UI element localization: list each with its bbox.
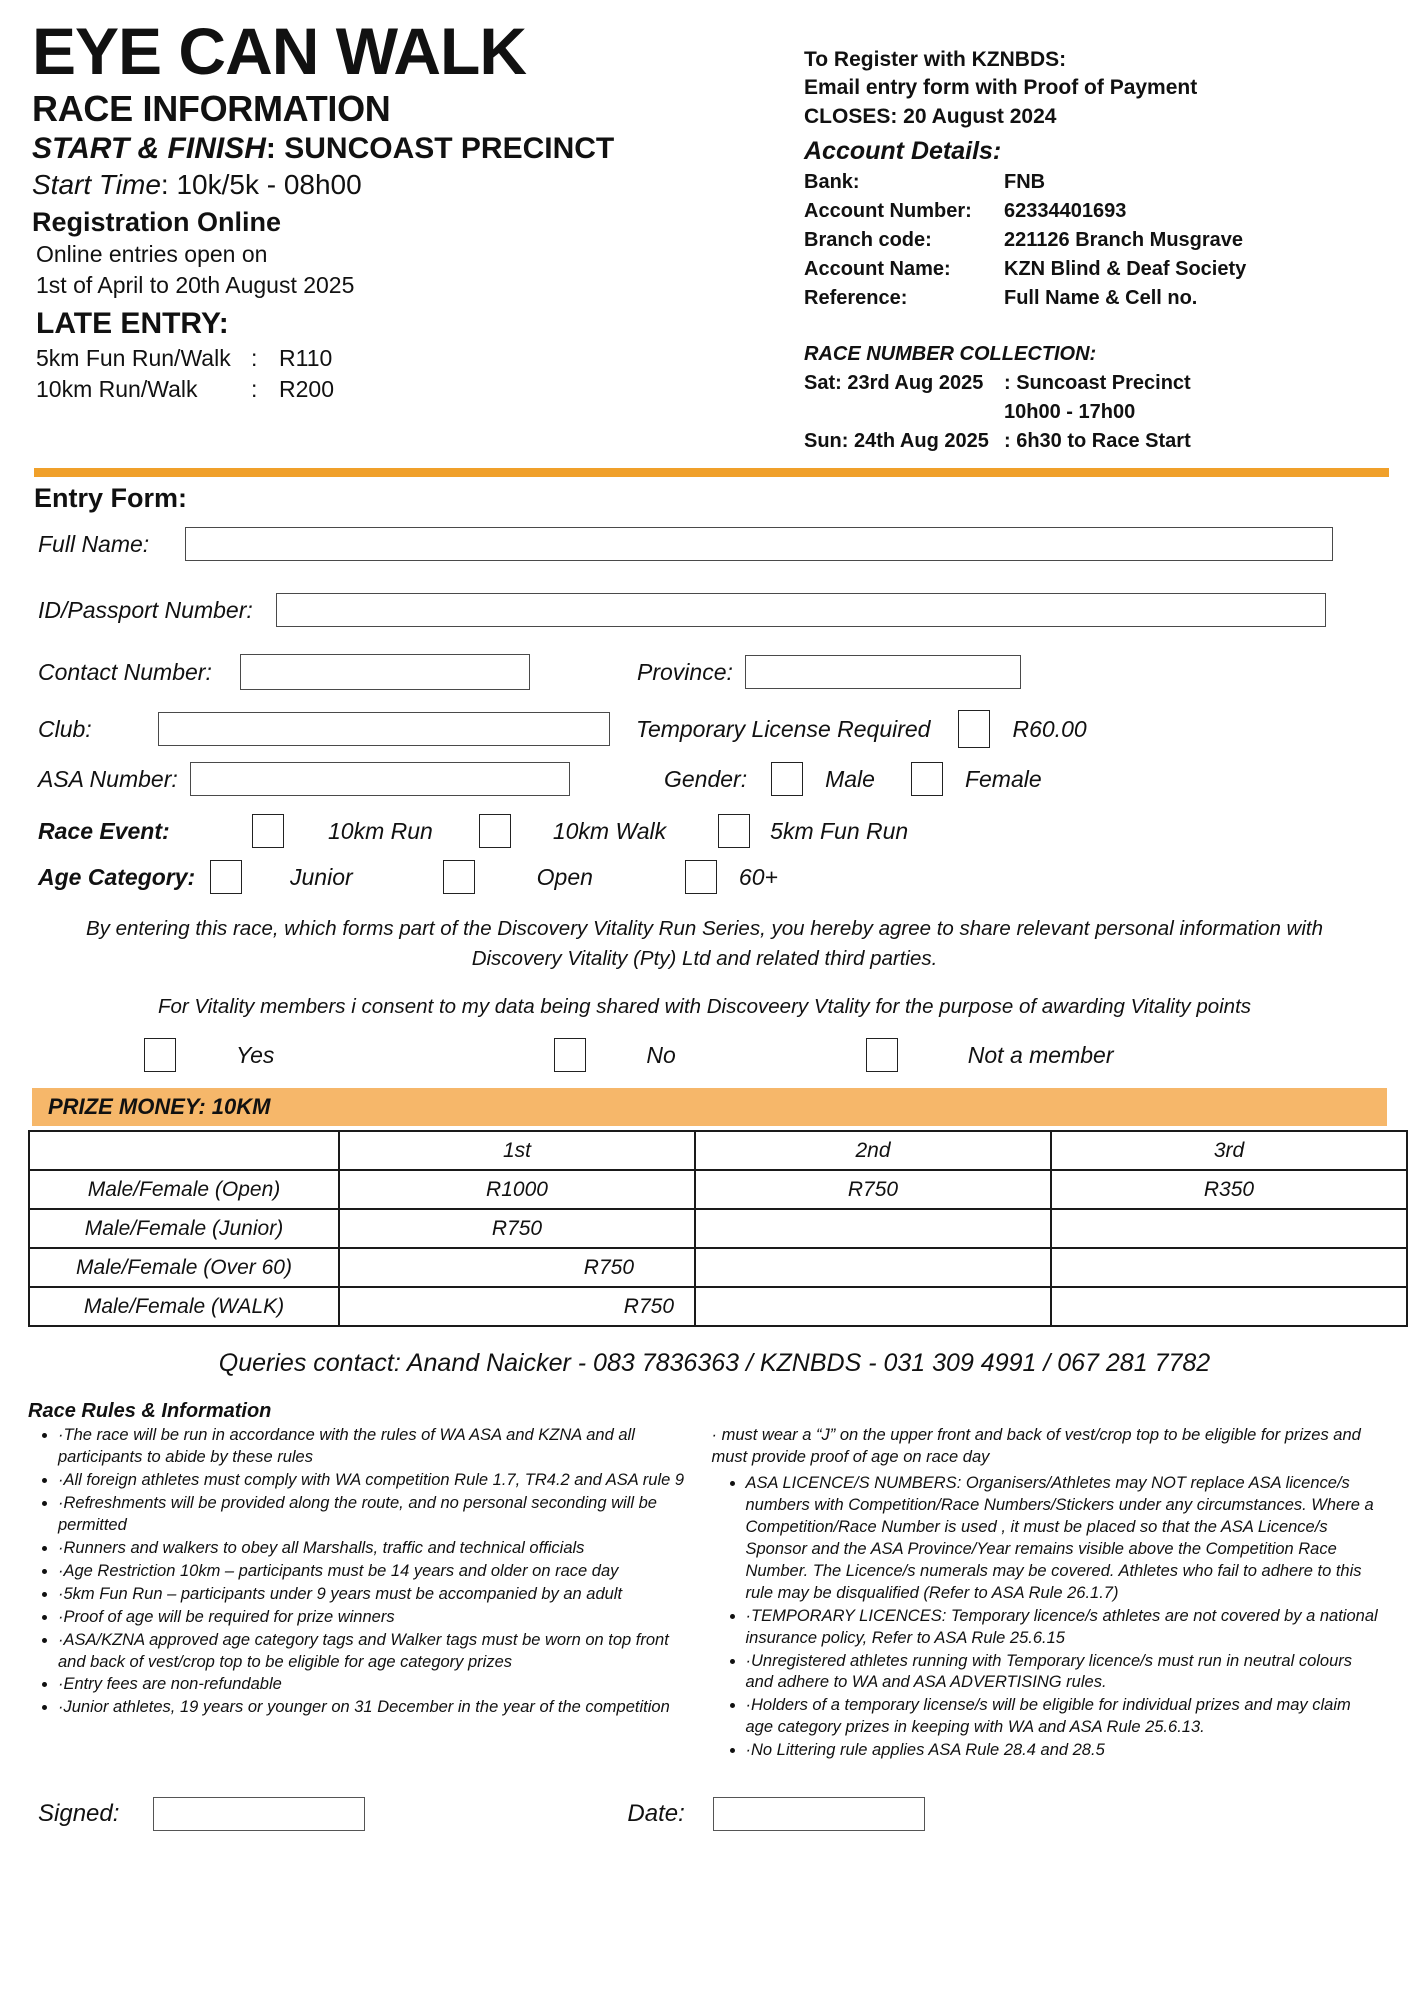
prize-category-open: Male/Female (Open): [29, 1170, 339, 1209]
register-line-1: To Register with KZNBDS:: [804, 48, 1067, 71]
race-rules-heading: Race Rules & Information: [28, 1400, 272, 1423]
table-row: [29, 1248, 1407, 1287]
contact-number-input[interactable]: [240, 654, 530, 690]
entry-form-heading: Entry Form:: [34, 483, 188, 514]
start-time-line: [32, 169, 804, 201]
account-value: Full Name & Cell no.: [1004, 287, 1198, 310]
header-left-column: [14, 14, 804, 456]
contact-number-label: Contact Number:: [38, 658, 212, 685]
prize-open-2nd: R750: [695, 1170, 1051, 1209]
full-name-row: [38, 522, 1395, 566]
prize-col-1st: 1st: [339, 1131, 695, 1170]
list-item: • ·5km Fun Run – participants under 9 years must be accompanied by an adult: [58, 1584, 696, 1606]
prize-open-1st: R1000: [339, 1170, 695, 1209]
race-event-10km-run-label: 10km Run: [328, 817, 433, 844]
club-input[interactable]: [158, 712, 610, 746]
age-category-60plus-checkbox[interactable]: [685, 860, 717, 894]
age-category-60plus-label: 60+: [738, 863, 778, 890]
prize-money-banner: [32, 1088, 1387, 1126]
orange-divider: [34, 468, 1389, 477]
prize-junior-3rd: [1051, 1209, 1407, 1248]
account-row-branch: [804, 226, 1395, 255]
fee-price-5km: R110: [279, 344, 333, 371]
contact-province-row: [38, 650, 1395, 694]
prize-open-3rd: R350: [1051, 1170, 1407, 1209]
full-name-label: Full Name:: [38, 530, 150, 557]
gender-female-label: Female: [964, 765, 1042, 792]
vitality-not-a-member-label: Not a member: [967, 1041, 1114, 1068]
collection-day: Sun: 24th Aug 2025: [804, 430, 989, 453]
account-details-heading: Account Details:: [804, 137, 1002, 166]
asa-number-input[interactable]: [190, 762, 570, 796]
province-input[interactable]: [745, 655, 1021, 689]
age-category-open-checkbox[interactable]: [443, 860, 475, 894]
table-row: [29, 1287, 1407, 1326]
registration-online-heading: Registration Online: [32, 206, 282, 237]
list-item: • ·ASA/KZNA approved age category tags and Walker tags must be worn on top front and back of vest/crop top to be eligible for age category prizes: [58, 1630, 696, 1674]
account-row-bank: [804, 168, 1395, 197]
list-item: • ·Unregistered athletes running with Temporary licence/s must run in neutral colours and adhere to WA and ASA ADVERTISING rules.: [746, 1651, 1380, 1695]
collection-value: : 6h30 to Race Start: [1004, 430, 1191, 453]
signed-input[interactable]: [153, 1797, 365, 1831]
account-key: Account Number:: [804, 200, 972, 223]
list-item: • ·The race will be run in accordance with the rules of WA ASA and KZNA and all participants to abide by these rules: [58, 1425, 696, 1469]
id-passport-input[interactable]: [276, 593, 1326, 627]
vitality-points-paragraph: For Vitality members i consent to my data being shared with Discoveery Vtality for the purpose of awarding Vitality points: [157, 995, 1252, 1019]
collection-day: Sat: 23rd Aug 2025: [804, 372, 984, 395]
prize-col-3rd: 3rd: [1051, 1131, 1407, 1170]
fee-colon-5km: :: [251, 344, 258, 371]
vitality-consent-paragraph: By entering this race, which forms part of the Discovery Vitality Run Series, you hereby agree to share relevant personal information with Discovery Vitality (Pty) Ltd and related third parties.: [85, 917, 1324, 970]
register-closes-line: CLOSES: 20 August 2024: [804, 104, 1057, 128]
signed-label: Signed:: [38, 1800, 120, 1828]
list-item: • ·Holders of a temporary license/s will be eligible for individual prizes and may claim age category prizes in keeping with WA and ASA Rule 25.6.13.: [746, 1695, 1380, 1739]
prize-junior-1st: R750: [339, 1209, 695, 1248]
list-item: • ·TEMPORARY LICENCES: Temporary licence/s athletes are not covered by a national insurance policy, Refer to ASA Rule 25.6.15: [746, 1606, 1380, 1650]
account-value: 62334401693: [1004, 200, 1127, 223]
age-category-open-label: Open: [536, 863, 593, 890]
prize-over60-2nd: [695, 1248, 1051, 1287]
prize-walk-3rd: [1051, 1287, 1407, 1326]
temp-license-label: Temporary License Required: [636, 715, 931, 742]
fee-name-10km: 10km Run/Walk: [36, 375, 198, 402]
prize-col-2nd: 2nd: [695, 1131, 1051, 1170]
province-label: Province:: [637, 658, 733, 685]
age-category-label: Age Category:: [38, 863, 196, 890]
late-entry-heading: LATE ENTRY:: [36, 306, 229, 340]
race-event-label: Race Event:: [38, 817, 170, 844]
club-license-row: [38, 708, 1395, 750]
table-header-row: [29, 1131, 1407, 1170]
race-number-collection-heading: RACE NUMBER COLLECTION:: [804, 343, 1097, 366]
fee-price-10km: R200: [279, 375, 334, 402]
vitality-no-label: No: [646, 1041, 676, 1068]
race-event-10km-run-checkbox[interactable]: [252, 814, 284, 848]
prize-junior-2nd: [695, 1209, 1051, 1248]
vitality-yes-checkbox[interactable]: [144, 1038, 176, 1072]
date-label: Date:: [627, 1800, 685, 1828]
list-item: • ·Refreshments will be provided along the route, and no personal seconding will be permitted: [58, 1493, 696, 1537]
prize-walk-1st: R750: [339, 1287, 695, 1326]
account-value: KZN Blind & Deaf Society: [1004, 258, 1247, 281]
race-event-10km-walk-checkbox[interactable]: [479, 814, 511, 848]
online-entries-line-2: 1st of April to 20th August 2025: [36, 271, 355, 298]
prize-col-blank: [29, 1131, 339, 1170]
fee-colon-10km: :: [251, 375, 258, 402]
list-item: • ASA LICENCE/S NUMBERS: Organisers/Athletes may NOT replace ASA licence/s numbers with Competition/Race Numbers/Stickers under any circumstances. Where a Competition/Race Number is used , it must be placed so that the ASA Licence/s Sponsor and the ASA Province/Year remains visible above the Competition Race Number. The Licence/s numerals may be covered. Athletes who fail to adhere to this rule may be disqualified (Refer to ASA Rule 26.1.7): [746, 1473, 1380, 1605]
race-event-10km-walk-label: 10km Walk: [552, 817, 667, 844]
prize-category-over60: Male/Female (Over 60): [29, 1248, 339, 1287]
account-value: 221126 Branch Musgrave: [1004, 229, 1244, 252]
collection-value: : Suncoast Precinct: [1004, 372, 1191, 395]
prize-over60-3rd: [1051, 1248, 1407, 1287]
race-event-5km-fun-run-label: 5km Fun Run: [770, 817, 909, 844]
temp-license-checkbox[interactable]: [958, 710, 990, 748]
vitality-no-checkbox[interactable]: [554, 1038, 586, 1072]
list-item: • ·All foreign athletes must comply with WA competition Rule 1.7, TR4.2 and ASA rule 9: [58, 1470, 696, 1492]
vitality-not-a-member-checkbox[interactable]: [866, 1038, 898, 1072]
online-entries-line-1: Online entries open on: [36, 240, 268, 267]
register-line-2: Email entry form with Proof of Payment: [804, 76, 1198, 100]
asa-gender-row: [38, 758, 1395, 800]
vitality-yes-label: Yes: [236, 1041, 275, 1068]
account-value: FNB: [1004, 171, 1046, 194]
account-key: Reference:: [804, 287, 908, 310]
header: [14, 0, 1395, 456]
race-rules-columns: [28, 1425, 1395, 1763]
start-finish-line: [32, 132, 804, 165]
list-item: • ·Junior athletes, 19 years or younger on 31 December in the year of the competition: [58, 1697, 696, 1719]
list-item: • ·Entry fees are non-refundable: [58, 1674, 696, 1696]
id-passport-label: ID/Passport Number:: [38, 596, 253, 623]
list-item: • ·Proof of age will be required for prize winners: [58, 1607, 696, 1629]
age-category-junior-checkbox[interactable]: [210, 860, 242, 894]
vitality-consent-options: [144, 1038, 1395, 1072]
gender-male-checkbox[interactable]: [771, 762, 803, 796]
prize-category-walk: Male/Female (WALK): [29, 1287, 339, 1326]
start-time-value: : 10k/5k - 08h00: [160, 168, 362, 200]
full-name-input[interactable]: [185, 527, 1333, 561]
table-row: [29, 1209, 1407, 1248]
gender-female-checkbox[interactable]: [911, 762, 943, 796]
account-row-reference: [804, 284, 1395, 313]
start-finish-value: : SUNCOAST PRECINCT: [265, 131, 615, 165]
header-right-column: [804, 18, 1395, 456]
gender-label: Gender:: [664, 765, 748, 792]
account-row-number: [804, 197, 1395, 226]
start-finish-label: START & FINISH: [32, 131, 266, 165]
date-input[interactable]: [713, 1797, 925, 1831]
temp-license-price: R60.00: [1012, 715, 1087, 742]
race-rules-right-column: [712, 1425, 1396, 1763]
prize-walk-2nd: [695, 1287, 1051, 1326]
page-subtitle: RACE INFORMATION: [32, 88, 391, 129]
list-item: • ·Runners and walkers to obey all Marshalls, traffic and technical officials: [58, 1538, 696, 1560]
list-item: • ·Age Restriction 10km – participants must be 14 years and older on race day: [58, 1561, 696, 1583]
collection-row-sunday: [804, 426, 1395, 456]
race-rules-left-column: [28, 1425, 712, 1763]
account-key: Bank:: [804, 171, 860, 194]
table-row: [29, 1170, 1407, 1209]
collection-hours: 10h00 - 17h00: [1004, 401, 1136, 424]
account-key: Branch code:: [804, 229, 932, 252]
asa-number-label: ASA Number:: [38, 765, 178, 792]
account-row-name: [804, 255, 1395, 284]
prize-money-banner-label: PRIZE MONEY: 10KM: [48, 1094, 271, 1120]
race-event-5km-fun-run-checkbox[interactable]: [718, 814, 750, 848]
queries-contact-line: Queries contact: Anand Naicker - 083 7836363 / KZNBDS - 031 309 4991 / 067 281 7782: [218, 1349, 1211, 1378]
prize-category-junior: Male/Female (Junior): [29, 1209, 339, 1248]
collection-row-saturday: [804, 368, 1395, 398]
account-key: Account Name:: [804, 258, 951, 281]
signature-row: [38, 1797, 1395, 1831]
race-rules-continuation-line: · must wear a “J” on the upper front and back of vest/crop top to be eligible for prizes and must provide proof of age on race day: [711, 1426, 1361, 1467]
late-entry-fee-row: [36, 374, 804, 405]
id-passport-row: [38, 588, 1395, 632]
prize-money-table: [28, 1130, 1408, 1327]
page-title: EYE CAN WALK: [32, 14, 527, 88]
club-label: Club:: [38, 715, 92, 742]
race-event-row: [38, 814, 1395, 848]
age-category-row: [38, 860, 1395, 894]
start-time-label: Start Time: [32, 168, 161, 200]
gender-male-label: Male: [825, 765, 875, 792]
list-item: • ·No Littering rule applies ASA Rule 28.4 and 28.5: [746, 1740, 1380, 1762]
prize-over60-1st: R750: [339, 1248, 695, 1287]
late-entry-fee-row: [36, 343, 804, 374]
age-category-junior-label: Junior: [290, 863, 353, 890]
fee-name-5km: 5km Fun Run/Walk: [36, 344, 231, 371]
